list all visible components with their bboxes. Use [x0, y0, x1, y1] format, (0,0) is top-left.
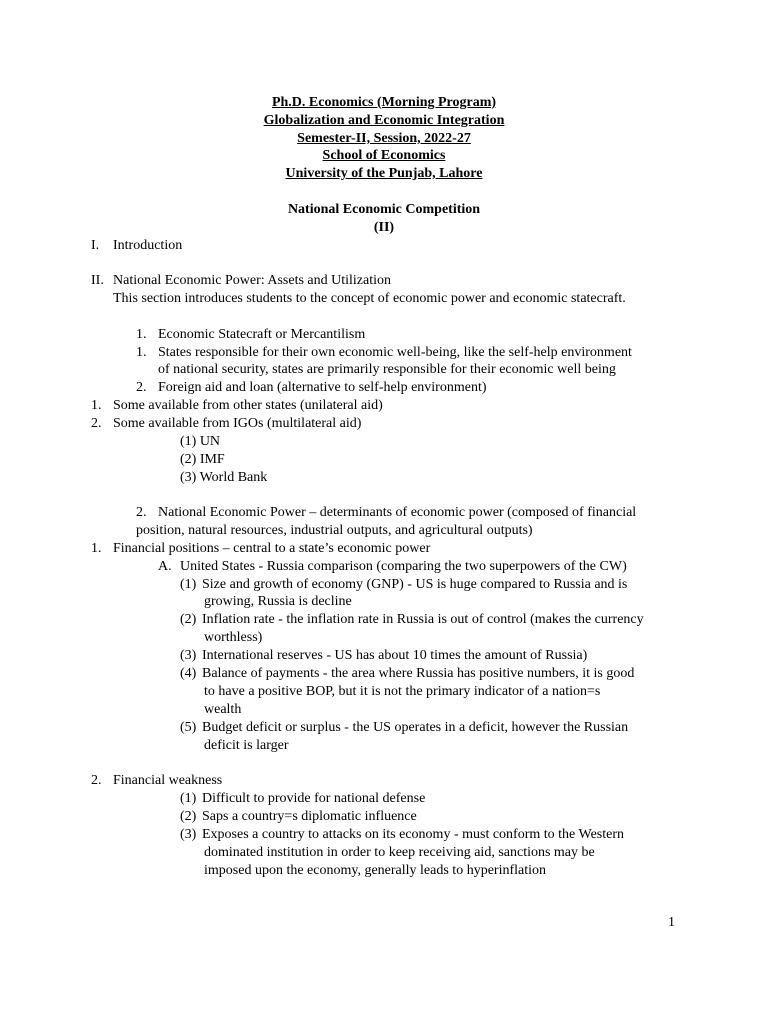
page-subtitle: (II) [373, 220, 395, 235]
list-item: Inflation rate - the inflation rate in Russia is out of control (makes the currency [202, 612, 644, 627]
list-item: Size and growth of economy (GNP) - US is huge compared to Russia and is [202, 577, 628, 592]
list-item-continuation: to have a positive BOP, but it is not the primary indicator of a nation=s [204, 684, 601, 699]
list-item: Balance of payments - the area where Russia has positive numbers, it is good [202, 666, 635, 681]
list-item: Economic Statecraft or Mercantilism [158, 327, 366, 342]
list-item: Saps a country=s diplomatic influence [202, 809, 417, 824]
list-item-continuation: position, natural resources, industrial outputs, and agricultural outputs) [136, 523, 533, 538]
list-number: 2. [136, 380, 147, 395]
program-title: Ph.D. Economics (Morning Program) [271, 95, 497, 110]
list-item: International reserves - US has about 10 times the amount of Russia) [202, 648, 588, 663]
list-number: (5) [180, 720, 197, 735]
list-item: Some available from IGOs (multilateral aid) [113, 416, 362, 431]
list-number: 2. [136, 505, 147, 520]
list-item-continuation: growing, Russia is decline [204, 594, 352, 609]
list-item: Difficult to provide for national defense [202, 791, 426, 806]
list-item: Exposes a country to attacks on its economy - must conform to the Western [202, 827, 625, 842]
list-item: (2) IMF [180, 452, 225, 467]
section-description: This section introduces students to the concept of economic power and economic statecraft. [113, 291, 626, 306]
list-item: National Economic Power – determinants of economic power (composed of financial [158, 505, 637, 520]
university-name: University of the Punjab, Lahore [285, 166, 483, 181]
list-item-continuation: deficit is larger [204, 738, 289, 753]
list-item-continuation: wealth [204, 702, 242, 717]
list-number: 1. [136, 345, 147, 360]
section-number: I. [91, 238, 100, 253]
list-number: 1. [91, 398, 102, 413]
list-number: 1. [136, 327, 147, 342]
section-number: II. [91, 273, 104, 288]
list-number: (4) [180, 666, 197, 681]
list-number: 2. [91, 416, 102, 431]
list-number: (3) [180, 648, 197, 663]
list-item: Budget deficit or surplus - the US operates in a deficit, however the Russian [202, 720, 629, 735]
list-item: Foreign aid and loan (alternative to self-help environment) [158, 380, 487, 395]
list-item-continuation: imposed upon the economy, generally leads to hyperinflation [204, 863, 547, 878]
school-name: School of Economics [322, 148, 446, 163]
section-heading: National Economic Power: Assets and Utilization [113, 273, 392, 288]
list-number: 1. [91, 541, 102, 556]
list-item: United States - Russia comparison (comparing the two superpowers of the CW) [180, 559, 627, 574]
list-item: Financial weakness [113, 773, 223, 788]
list-item: States responsible for their own economic well-being, like the self-help environment [158, 345, 632, 360]
list-item: (1) UN [180, 434, 221, 449]
section-heading: Introduction [113, 238, 183, 253]
list-number: (2) [180, 612, 197, 627]
list-number: 2. [91, 773, 102, 788]
list-item-continuation: worthless) [204, 630, 263, 645]
page-title: National Economic Competition [287, 202, 481, 217]
list-number: A. [158, 559, 172, 574]
course-title: Globalization and Economic Integration [263, 113, 505, 128]
list-number: (3) [180, 827, 197, 842]
list-item-continuation: of national security, states are primarily responsible for their economic well being [158, 362, 616, 377]
list-item-continuation: dominated institution in order to keep receiving aid, sanctions may be [204, 845, 595, 860]
list-item: Financial positions – central to a state’s economic power [113, 541, 431, 556]
list-item: Some available from other states (unilateral aid) [113, 398, 383, 413]
list-item: (3) World Bank [180, 470, 268, 485]
list-number: (1) [180, 577, 197, 592]
list-number: (2) [180, 809, 197, 824]
semester-session: Semester-II, Session, 2022-27 [297, 131, 471, 146]
list-number: (1) [180, 791, 197, 806]
page-number: 1 [668, 915, 675, 930]
